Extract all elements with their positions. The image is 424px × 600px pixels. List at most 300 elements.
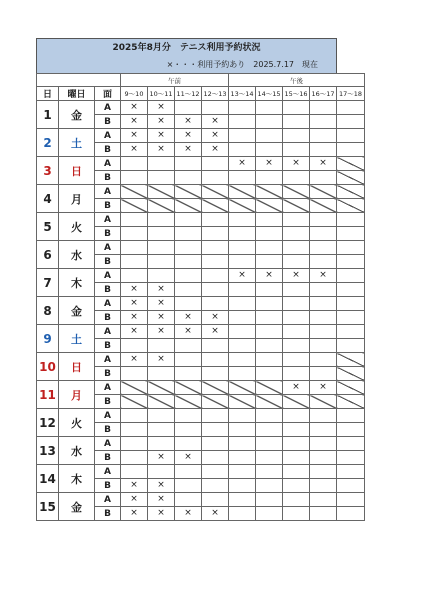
court-label: B <box>95 479 121 493</box>
empty-slot <box>229 311 256 325</box>
empty-slot <box>283 241 310 255</box>
empty-slot <box>256 353 283 367</box>
day-of-week: 金 <box>59 101 95 129</box>
empty-slot <box>202 213 229 227</box>
empty-slot <box>148 213 175 227</box>
day-number: 9 <box>37 325 59 353</box>
empty-slot <box>175 367 202 381</box>
slot-header: 16～17 <box>310 87 337 101</box>
unavailable-slot <box>337 395 365 409</box>
empty-slot <box>148 241 175 255</box>
empty-slot <box>202 269 229 283</box>
court-label: A <box>95 157 121 171</box>
empty-slot <box>175 479 202 493</box>
empty-slot <box>229 227 256 241</box>
empty-slot <box>121 465 148 479</box>
day-of-week: 日 <box>59 157 95 185</box>
empty-slot <box>175 227 202 241</box>
empty-slot <box>202 465 229 479</box>
reservation-body <box>37 101 365 521</box>
empty-slot <box>175 409 202 423</box>
empty-slot <box>283 297 310 311</box>
empty-slot <box>310 493 337 507</box>
unavailable-slot <box>229 185 256 199</box>
reserved-mark: × <box>229 269 256 283</box>
empty-slot <box>148 255 175 269</box>
reserved-mark: × <box>121 353 148 367</box>
court-row <box>37 381 365 395</box>
day-of-week: 土 <box>59 325 95 353</box>
empty-slot <box>175 171 202 185</box>
reserved-mark: × <box>121 297 148 311</box>
unavailable-slot <box>229 199 256 213</box>
empty-slot <box>283 465 310 479</box>
empty-slot <box>175 465 202 479</box>
unavailable-slot <box>283 199 310 213</box>
unavailable-slot <box>229 381 256 395</box>
reserved-mark: × <box>175 129 202 143</box>
empty-slot <box>121 157 148 171</box>
reservation-sheet <box>36 38 363 521</box>
reserved-mark: × <box>121 115 148 129</box>
unavailable-slot <box>175 185 202 199</box>
empty-slot <box>229 507 256 521</box>
empty-slot <box>175 241 202 255</box>
unavailable-slot <box>121 381 148 395</box>
day-of-week: 水 <box>59 437 95 465</box>
empty-slot <box>337 493 365 507</box>
empty-slot <box>121 241 148 255</box>
reserved-mark: × <box>175 311 202 325</box>
court-label: A <box>95 213 121 227</box>
empty-slot <box>337 213 365 227</box>
empty-slot <box>256 465 283 479</box>
empty-slot <box>121 227 148 241</box>
empty-slot <box>283 213 310 227</box>
unavailable-slot <box>310 185 337 199</box>
empty-slot <box>337 143 365 157</box>
empty-slot <box>256 409 283 423</box>
empty-slot <box>337 507 365 521</box>
court-row <box>37 409 365 423</box>
empty-slot <box>148 227 175 241</box>
reserved-mark: × <box>148 493 175 507</box>
empty-slot <box>202 493 229 507</box>
empty-slot <box>283 339 310 353</box>
day-number: 12 <box>37 409 59 437</box>
empty-slot <box>229 115 256 129</box>
empty-slot <box>202 437 229 451</box>
empty-slot <box>310 423 337 437</box>
court-row <box>37 437 365 451</box>
court-row <box>37 325 365 339</box>
day-of-week: 金 <box>59 493 95 521</box>
empty-slot <box>148 157 175 171</box>
empty-slot <box>337 479 365 493</box>
empty-slot <box>202 171 229 185</box>
empty-slot <box>283 283 310 297</box>
empty-slot <box>283 255 310 269</box>
empty-slot <box>175 157 202 171</box>
unavailable-slot <box>283 185 310 199</box>
unavailable-slot <box>256 199 283 213</box>
reserved-mark: × <box>121 129 148 143</box>
reserved-mark: × <box>148 311 175 325</box>
unavailable-slot <box>337 353 365 367</box>
empty-slot <box>256 143 283 157</box>
empty-slot <box>337 255 365 269</box>
court-label: A <box>95 297 121 311</box>
empty-slot <box>310 227 337 241</box>
empty-slot <box>310 465 337 479</box>
empty-slot <box>283 143 310 157</box>
slot-header: 14～15 <box>256 87 283 101</box>
empty-slot <box>283 353 310 367</box>
face-header: 面 <box>95 87 121 101</box>
empty-slot <box>310 129 337 143</box>
empty-slot <box>256 423 283 437</box>
day-number: 4 <box>37 185 59 213</box>
court-label: B <box>95 199 121 213</box>
unavailable-slot <box>337 367 365 381</box>
empty-slot <box>283 325 310 339</box>
empty-slot <box>202 451 229 465</box>
empty-slot <box>121 255 148 269</box>
dow-header: 曜日 <box>59 87 95 101</box>
court-label: B <box>95 339 121 353</box>
empty-slot <box>310 213 337 227</box>
slot-header: 10～11 <box>148 87 175 101</box>
unavailable-slot <box>310 199 337 213</box>
empty-slot <box>148 423 175 437</box>
reserved-mark: × <box>121 493 148 507</box>
slot-header: 17～18 <box>337 87 365 101</box>
court-label: B <box>95 311 121 325</box>
empty-slot <box>229 479 256 493</box>
court-label: B <box>95 367 121 381</box>
empty-slot <box>148 171 175 185</box>
unavailable-slot <box>202 199 229 213</box>
empty-slot <box>202 297 229 311</box>
empty-slot <box>229 255 256 269</box>
empty-slot <box>202 101 229 115</box>
reserved-mark: × <box>283 269 310 283</box>
day-number: 2 <box>37 129 59 157</box>
reserved-mark: × <box>148 325 175 339</box>
empty-slot <box>148 367 175 381</box>
empty-slot <box>175 213 202 227</box>
unavailable-slot <box>337 157 365 171</box>
unavailable-slot <box>175 395 202 409</box>
reserved-mark: × <box>121 325 148 339</box>
unavailable-slot <box>148 381 175 395</box>
empty-slot <box>202 157 229 171</box>
empty-slot <box>337 451 365 465</box>
empty-slot <box>337 129 365 143</box>
empty-slot <box>283 423 310 437</box>
empty-slot <box>202 227 229 241</box>
empty-slot <box>229 297 256 311</box>
court-row <box>37 213 365 227</box>
empty-slot <box>310 283 337 297</box>
unavailable-slot <box>121 395 148 409</box>
empty-slot <box>148 409 175 423</box>
unavailable-slot <box>256 381 283 395</box>
slot-header: 13～14 <box>229 87 256 101</box>
empty-slot <box>283 311 310 325</box>
day-of-week: 月 <box>59 381 95 409</box>
court-label: A <box>95 437 121 451</box>
day-number: 7 <box>37 269 59 297</box>
reserved-mark: × <box>175 115 202 129</box>
empty-slot <box>310 325 337 339</box>
reserved-mark: × <box>121 507 148 521</box>
reserved-mark: × <box>121 311 148 325</box>
reserved-mark: × <box>175 143 202 157</box>
empty-slot <box>229 171 256 185</box>
reserved-mark: × <box>148 297 175 311</box>
empty-slot <box>283 227 310 241</box>
court-row <box>37 353 365 367</box>
empty-slot <box>283 451 310 465</box>
court-label: B <box>95 227 121 241</box>
slot-header: 11～12 <box>175 87 202 101</box>
empty-slot <box>229 493 256 507</box>
unavailable-slot <box>148 395 175 409</box>
court-label: A <box>95 381 121 395</box>
reserved-mark: × <box>148 143 175 157</box>
empty-slot <box>229 367 256 381</box>
empty-slot <box>175 339 202 353</box>
court-label: B <box>95 143 121 157</box>
empty-slot <box>256 339 283 353</box>
empty-slot <box>148 437 175 451</box>
reserved-mark: × <box>148 479 175 493</box>
empty-slot <box>283 493 310 507</box>
empty-slot <box>283 171 310 185</box>
empty-slot <box>310 409 337 423</box>
court-label: A <box>95 325 121 339</box>
period-header-row <box>37 74 365 87</box>
reserved-mark: × <box>148 283 175 297</box>
reserved-mark: × <box>175 325 202 339</box>
day-number: 15 <box>37 493 59 521</box>
empty-slot <box>229 283 256 297</box>
empty-slot <box>229 353 256 367</box>
empty-slot <box>256 101 283 115</box>
reserved-mark: × <box>148 115 175 129</box>
empty-slot <box>310 171 337 185</box>
empty-slot <box>229 451 256 465</box>
reserved-mark: × <box>202 311 229 325</box>
empty-slot <box>148 269 175 283</box>
unavailable-slot <box>337 199 365 213</box>
empty-slot <box>175 493 202 507</box>
court-row <box>37 493 365 507</box>
empty-slot <box>283 115 310 129</box>
empty-slot <box>256 255 283 269</box>
day-number: 10 <box>37 353 59 381</box>
court-label: B <box>95 255 121 269</box>
empty-slot <box>229 143 256 157</box>
empty-slot <box>337 241 365 255</box>
empty-slot <box>256 367 283 381</box>
empty-slot <box>283 507 310 521</box>
empty-slot <box>121 213 148 227</box>
empty-slot <box>229 325 256 339</box>
empty-slot <box>121 409 148 423</box>
empty-slot <box>121 437 148 451</box>
day-number: 14 <box>37 465 59 493</box>
empty-slot <box>283 101 310 115</box>
empty-slot <box>256 129 283 143</box>
empty-slot <box>121 423 148 437</box>
unavailable-slot <box>202 381 229 395</box>
day-number: 8 <box>37 297 59 325</box>
empty-slot <box>256 479 283 493</box>
reserved-mark: × <box>175 451 202 465</box>
reserved-mark: × <box>175 507 202 521</box>
day-number: 11 <box>37 381 59 409</box>
empty-slot <box>256 437 283 451</box>
day-of-week: 火 <box>59 213 95 241</box>
empty-slot <box>310 115 337 129</box>
empty-slot <box>175 353 202 367</box>
empty-slot <box>121 339 148 353</box>
empty-slot <box>175 423 202 437</box>
unavailable-slot <box>310 395 337 409</box>
unavailable-slot <box>256 185 283 199</box>
court-label: A <box>95 465 121 479</box>
court-label: A <box>95 185 121 199</box>
empty-slot <box>337 227 365 241</box>
reserved-mark: × <box>256 269 283 283</box>
empty-slot <box>310 241 337 255</box>
unavailable-slot <box>283 395 310 409</box>
court-row <box>37 101 365 115</box>
reserved-mark: × <box>283 157 310 171</box>
court-label: B <box>95 283 121 297</box>
unavailable-slot <box>175 199 202 213</box>
empty-slot <box>337 423 365 437</box>
unavailable-slot <box>148 199 175 213</box>
empty-slot <box>202 339 229 353</box>
court-label: A <box>95 353 121 367</box>
reserved-mark: × <box>256 157 283 171</box>
empty-slot <box>229 465 256 479</box>
reserved-mark: × <box>121 479 148 493</box>
unavailable-slot <box>337 171 365 185</box>
court-row <box>37 269 365 283</box>
empty-slot <box>310 451 337 465</box>
reserved-mark: × <box>283 381 310 395</box>
day-of-week: 月 <box>59 185 95 213</box>
court-label: B <box>95 115 121 129</box>
empty-slot <box>337 437 365 451</box>
slot-header: 15～16 <box>283 87 310 101</box>
empty-slot <box>148 465 175 479</box>
empty-slot <box>310 297 337 311</box>
empty-slot <box>229 129 256 143</box>
court-row <box>37 297 365 311</box>
unavailable-slot <box>202 185 229 199</box>
reserved-mark: × <box>121 101 148 115</box>
empty-slot <box>337 339 365 353</box>
empty-slot <box>202 283 229 297</box>
court-label: A <box>95 493 121 507</box>
empty-slot <box>283 129 310 143</box>
reserved-mark: × <box>202 143 229 157</box>
empty-slot <box>229 423 256 437</box>
court-label: A <box>95 101 121 115</box>
empty-slot <box>256 507 283 521</box>
slot-header: 12～13 <box>202 87 229 101</box>
court-label: B <box>95 423 121 437</box>
empty-slot <box>202 409 229 423</box>
empty-slot <box>175 297 202 311</box>
day-number: 3 <box>37 157 59 185</box>
empty-slot <box>202 367 229 381</box>
day-of-week: 火 <box>59 409 95 437</box>
empty-slot <box>229 339 256 353</box>
empty-slot <box>121 171 148 185</box>
unavailable-slot <box>229 395 256 409</box>
reserved-mark: × <box>148 353 175 367</box>
empty-slot <box>256 241 283 255</box>
empty-slot <box>310 437 337 451</box>
reserved-mark: × <box>202 115 229 129</box>
reserved-mark: × <box>148 451 175 465</box>
empty-slot <box>337 283 365 297</box>
empty-slot <box>310 339 337 353</box>
empty-slot <box>283 479 310 493</box>
empty-slot <box>310 507 337 521</box>
empty-slot <box>337 269 365 283</box>
court-label: B <box>95 451 121 465</box>
empty-slot <box>337 465 365 479</box>
empty-slot <box>148 339 175 353</box>
empty-slot <box>175 437 202 451</box>
slot-header-row <box>37 87 365 101</box>
empty-slot <box>175 283 202 297</box>
day-of-week: 土 <box>59 129 95 157</box>
empty-slot <box>256 325 283 339</box>
empty-slot <box>310 353 337 367</box>
empty-slot <box>310 255 337 269</box>
empty-slot <box>337 311 365 325</box>
court-row <box>37 465 365 479</box>
empty-slot <box>256 311 283 325</box>
empty-slot <box>229 101 256 115</box>
day-number: 5 <box>37 213 59 241</box>
day-number: 1 <box>37 101 59 129</box>
reserved-mark: × <box>202 325 229 339</box>
empty-slot <box>175 269 202 283</box>
day-number: 13 <box>37 437 59 465</box>
empty-slot <box>310 367 337 381</box>
title-header <box>36 38 337 73</box>
reserved-mark: × <box>148 507 175 521</box>
day-of-week: 木 <box>59 269 95 297</box>
empty-slot <box>202 353 229 367</box>
empty-slot <box>337 115 365 129</box>
empty-slot <box>202 255 229 269</box>
reserved-mark: × <box>148 129 175 143</box>
empty-slot <box>283 409 310 423</box>
day-of-week: 金 <box>59 297 95 325</box>
empty-slot <box>202 423 229 437</box>
header-blank <box>37 74 121 87</box>
